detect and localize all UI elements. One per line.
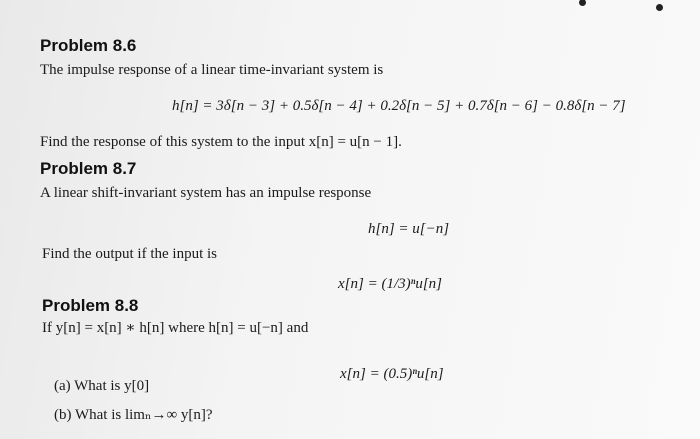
- corner-dot-left: [579, 0, 586, 6]
- problem-8-7-input: x[n] = (1/3)ⁿu[n]: [338, 276, 443, 292]
- problem-8-7-intro: A linear shift-invariant system has an impulse response: [40, 185, 372, 201]
- problem-8-7-title: Problem 8.7: [40, 159, 137, 178]
- problem-8-8-title: Problem 8.8: [42, 296, 139, 315]
- corner-dot-right: [656, 4, 663, 11]
- problem-8-7-impulse-response: h[n] = u[−n]: [368, 221, 450, 237]
- problem-8-6-equation: h[n] = 3δ[n − 3] + 0.5δ[n − 4] + 0.2δ[n − 5] + 0.7δ[n − 6] − 0.8δ[n − 7]: [172, 98, 626, 114]
- problem-8-6-title: Problem 8.6: [40, 36, 137, 55]
- problem-8-6-question: Find the response of this system to the input x[n] = u[n − 1].: [40, 134, 402, 150]
- problem-8-8-input: x[n] = (0.5)ⁿu[n]: [340, 366, 444, 382]
- problem-8-8-part-a: (a) What is y[0]: [54, 378, 150, 394]
- problem-8-8-intro: If y[n] = x[n] ∗ h[n] where h[n] = u[−n] and: [42, 320, 309, 336]
- problem-8-6-intro: The impulse response of a linear time-invariant system is: [40, 62, 384, 78]
- problem-8-8-part-b: (b) What is limₙ→∞ y[n]?: [54, 407, 213, 423]
- problem-8-7-question: Find the output if the input is: [42, 246, 217, 262]
